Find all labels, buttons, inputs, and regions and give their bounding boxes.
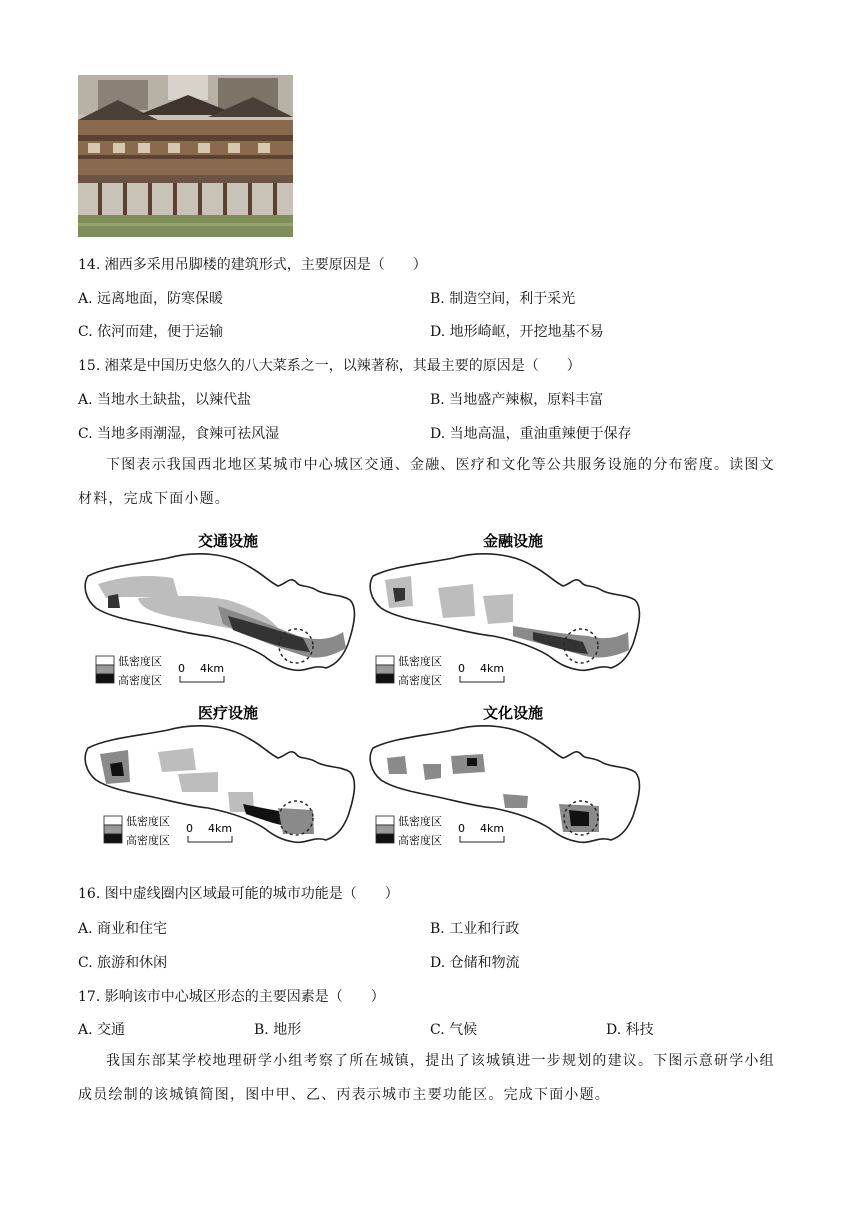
question-16-stem: 16. 图中虚线圈内区域最可能的城市功能是（ ）: [78, 886, 399, 902]
scale-km: 4km: [480, 662, 505, 675]
q14-option-c[interactable]: C. 依河而建，便于运输: [78, 324, 224, 340]
map-title-medical: 医疗设施: [197, 704, 259, 722]
legend-low-label: 低密度区: [398, 655, 442, 668]
legend-high-label: 高密度区: [118, 674, 162, 687]
map-title-culture: 文化设施: [482, 704, 544, 722]
question-17-stem: 17. 影响该市中心城区形态的主要因素是（ ）: [78, 989, 385, 1005]
legend-1: [96, 654, 224, 687]
legend-low-label: 低密度区: [398, 815, 442, 828]
legend-low-label: 低密度区: [126, 815, 170, 828]
legend-low-label: 低密度区: [118, 655, 162, 668]
q17-option-a[interactable]: A. 交通: [78, 1022, 126, 1038]
legend-high-label: 高密度区: [398, 834, 442, 847]
map-finance: [370, 532, 639, 670]
q16-option-a[interactable]: A. 商业和住宅: [78, 921, 168, 937]
q17-option-b[interactable]: B. 地形: [254, 1022, 302, 1038]
q15-option-b[interactable]: B. 当地盛产辣椒，原料丰富: [430, 392, 604, 408]
question-14-stem: 14. 湘西多采用吊脚楼的建筑形式，主要原因是（ ）: [78, 257, 427, 273]
scale-zero: 0: [178, 662, 185, 675]
q16-option-c[interactable]: C. 旅游和休闲: [78, 955, 168, 971]
map-title-finance: 金融设施: [482, 532, 544, 550]
q15-option-d[interactable]: D. 当地高温，重油重辣便于保存: [430, 426, 632, 442]
q17-option-d[interactable]: D. 科技: [606, 1022, 654, 1038]
scale-km: 4km: [200, 662, 225, 675]
q14-option-b[interactable]: B. 制造空间，利于采光: [430, 291, 576, 307]
scale-km: 4km: [208, 822, 233, 835]
q16-option-b[interactable]: B. 工业和行政: [430, 921, 520, 937]
q16-option-d[interactable]: D. 仓储和物流: [430, 955, 520, 971]
scale-zero: 0: [186, 822, 193, 835]
scale-zero: 0: [458, 822, 465, 835]
q15-option-a[interactable]: A. 当地水土缺盐，以辣代盐: [78, 392, 252, 408]
question-15-stem: 15. 湘菜是中国历史悠久的八大菜系之一，以辣著称，其最主要的原因是（ ）: [78, 358, 581, 374]
scale-zero: 0: [458, 662, 465, 675]
scale-km: 4km: [480, 822, 505, 835]
q15-option-c[interactable]: C. 当地多雨潮湿，食辣可祛风湿: [78, 426, 280, 442]
q14-option-a[interactable]: A. 远离地面，防寒保暖: [78, 291, 224, 307]
intro-paragraph-1: 下图表示我国西北地区某城市中心城区交通、金融、医疗和文化等公共服务设施的分布密度。读图文材料，完成下面小题。: [78, 457, 775, 507]
q14-option-d[interactable]: D. 地形崎岖，开挖地基不易: [430, 324, 604, 340]
legend-high-label: 高密度区: [398, 674, 442, 687]
legend-4: [376, 814, 504, 847]
intro-paragraph-2: 我国东部某学校地理研学小组考察了所在城镇，提出了该城镇进一步规划的建议。下图示意研学小组成员绘制的该城镇简图，图中甲、乙、丙表示城市主要功能区。完成下面小题。: [78, 1053, 775, 1103]
legend-2: [376, 654, 504, 687]
map-title-transport: 交通设施: [197, 532, 259, 550]
stilt-house-photo: [78, 75, 293, 237]
legend-high-label: 高密度区: [126, 834, 170, 847]
legend-3: [104, 814, 232, 847]
q17-option-c[interactable]: C. 气候: [430, 1022, 478, 1038]
map-transport: [85, 532, 354, 670]
facility-density-maps: [78, 528, 738, 860]
